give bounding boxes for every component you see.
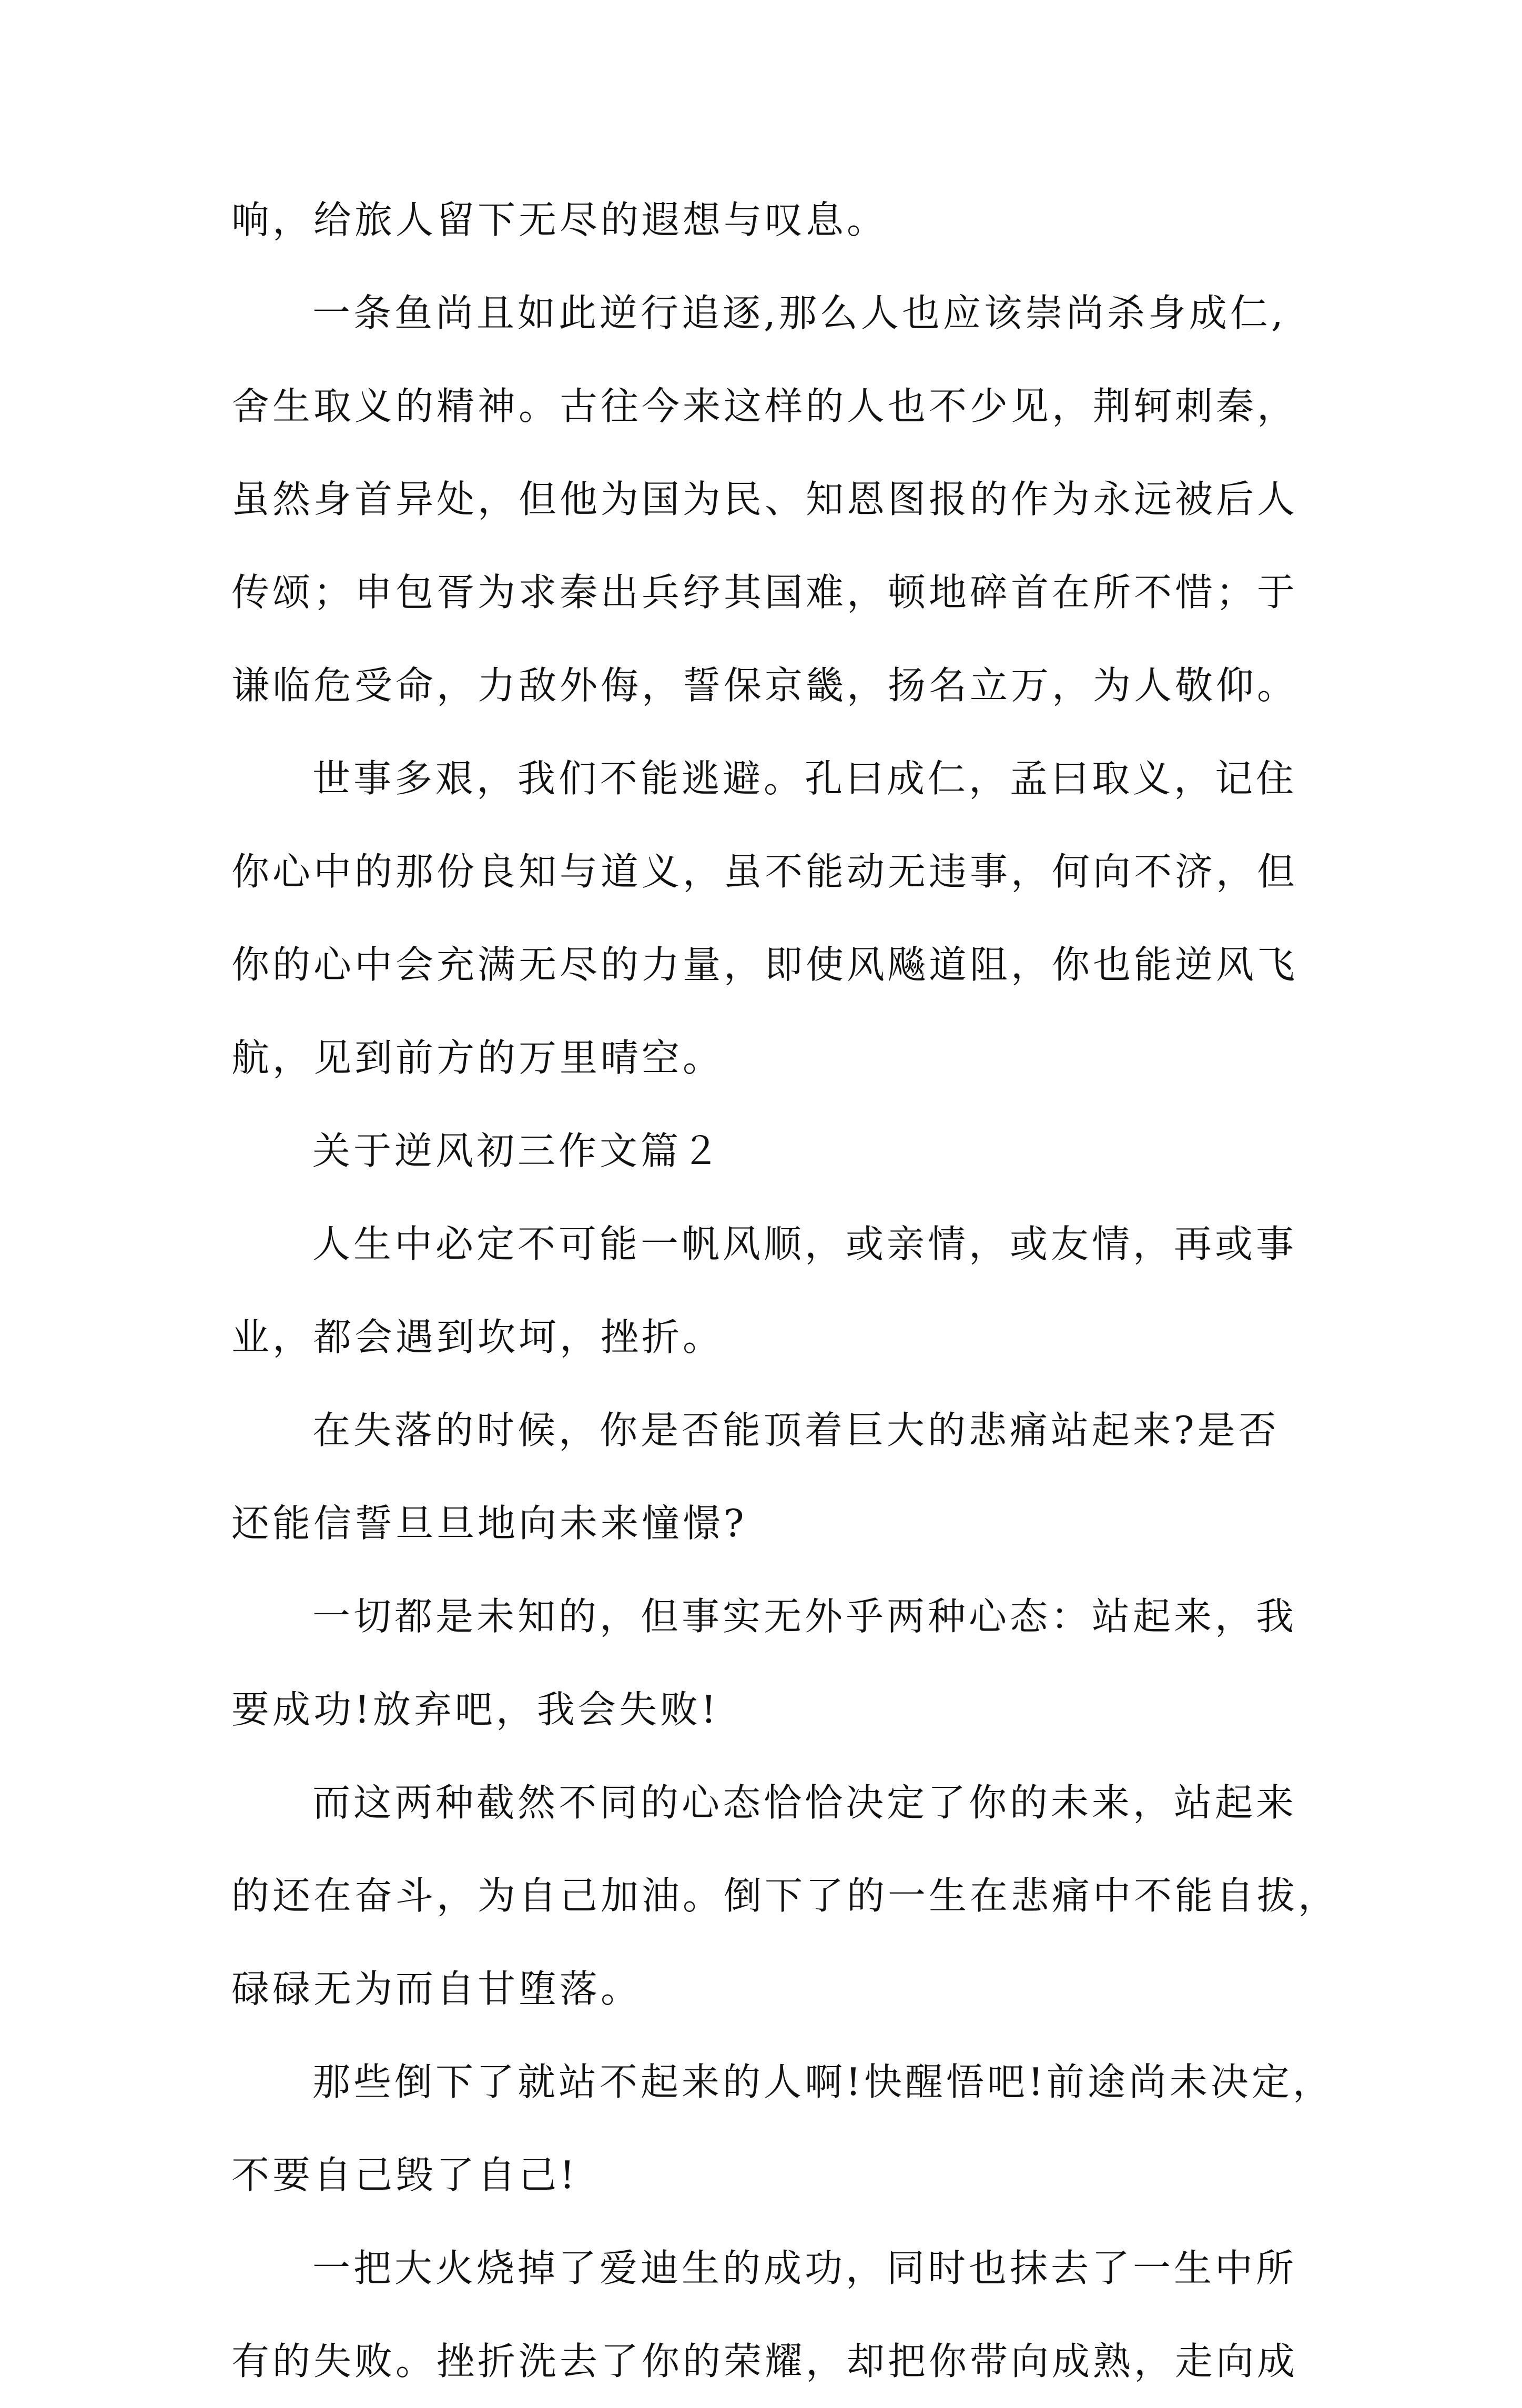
text-line: 那些倒下了就站不起来的人啊!快醒悟吧!前途尚未决定， — [312, 2060, 1334, 2104]
text-line: 碌碌无为而自甘堕落。 — [231, 1967, 642, 2011]
section-heading: 关于逆风初三作文篇２ — [312, 1129, 723, 1173]
text-line: 业，都会遇到坎坷，挫折。 — [231, 1315, 724, 1359]
text-line: 一条鱼尚且如此逆行追逐,那么人也应该崇尚杀身成仁, — [312, 291, 1286, 335]
text-line: 而这两种截然不同的心态恰恰决定了你的未来，站起来 — [312, 1780, 1297, 1825]
text-line: 你的心中会充满无尽的力量，即使风飚道阻，你也能逆风飞 — [231, 943, 1298, 987]
text-line: 舍生取义的精神。古往今来这样的人也不少见，荆轲刺秦， — [231, 384, 1298, 428]
text-line: 要成功!放弃吧，我会失败! — [231, 1687, 719, 1732]
text-line: 你心中的那份良知与道义，虽不能动无违事，何向不济，但 — [231, 849, 1298, 894]
text-line: 人生中必定不可能一帆风顺，或亲情，或友情，再或事 — [312, 1222, 1297, 1266]
text-line: 不要自己毁了自己! — [231, 2153, 578, 2197]
text-line: 一切都是未知的，但事实无外乎两种心态：站起来，我 — [312, 1594, 1297, 1638]
text-line: 世事多艰，我们不能逃避。孔曰成仁，孟曰取义，记住 — [312, 756, 1297, 801]
text-line: 谦临危受命，力敌外侮，誓保京畿，扬名立万，为人敬仰。 — [231, 663, 1298, 707]
text-line: 在失落的时候，你是否能顶着巨大的悲痛站起来?是否 — [312, 1408, 1280, 1452]
text-line: 有的失败。挫折洗去了你的荣耀，却把你带向成熟，走向成 — [231, 2339, 1298, 2383]
text-line: 虽然身首异处，但他为国为民、知恩图报的作为永远被后人 — [231, 477, 1298, 521]
text-line: 传颂；申包胥为求秦出兵纾其国难，顿地碎首在所不惜；于 — [231, 570, 1298, 614]
text-line: 还能信誓旦旦地向未来憧憬? — [231, 1501, 747, 1545]
text-line: 一把大火烧掉了爱迪生的成功，同时也抹去了一生中所 — [312, 2246, 1297, 2290]
text-line: 响，给旅人留下无尽的遐想与叹息。 — [231, 198, 888, 242]
essay-text — [231, 174, 1340, 2408]
text-line: 的还在奋斗，为自己加油。倒下了的一生在悲痛中不能自拔， — [231, 1874, 1340, 1918]
text-line: 航，见到前方的万里晴空。 — [231, 1036, 724, 1080]
